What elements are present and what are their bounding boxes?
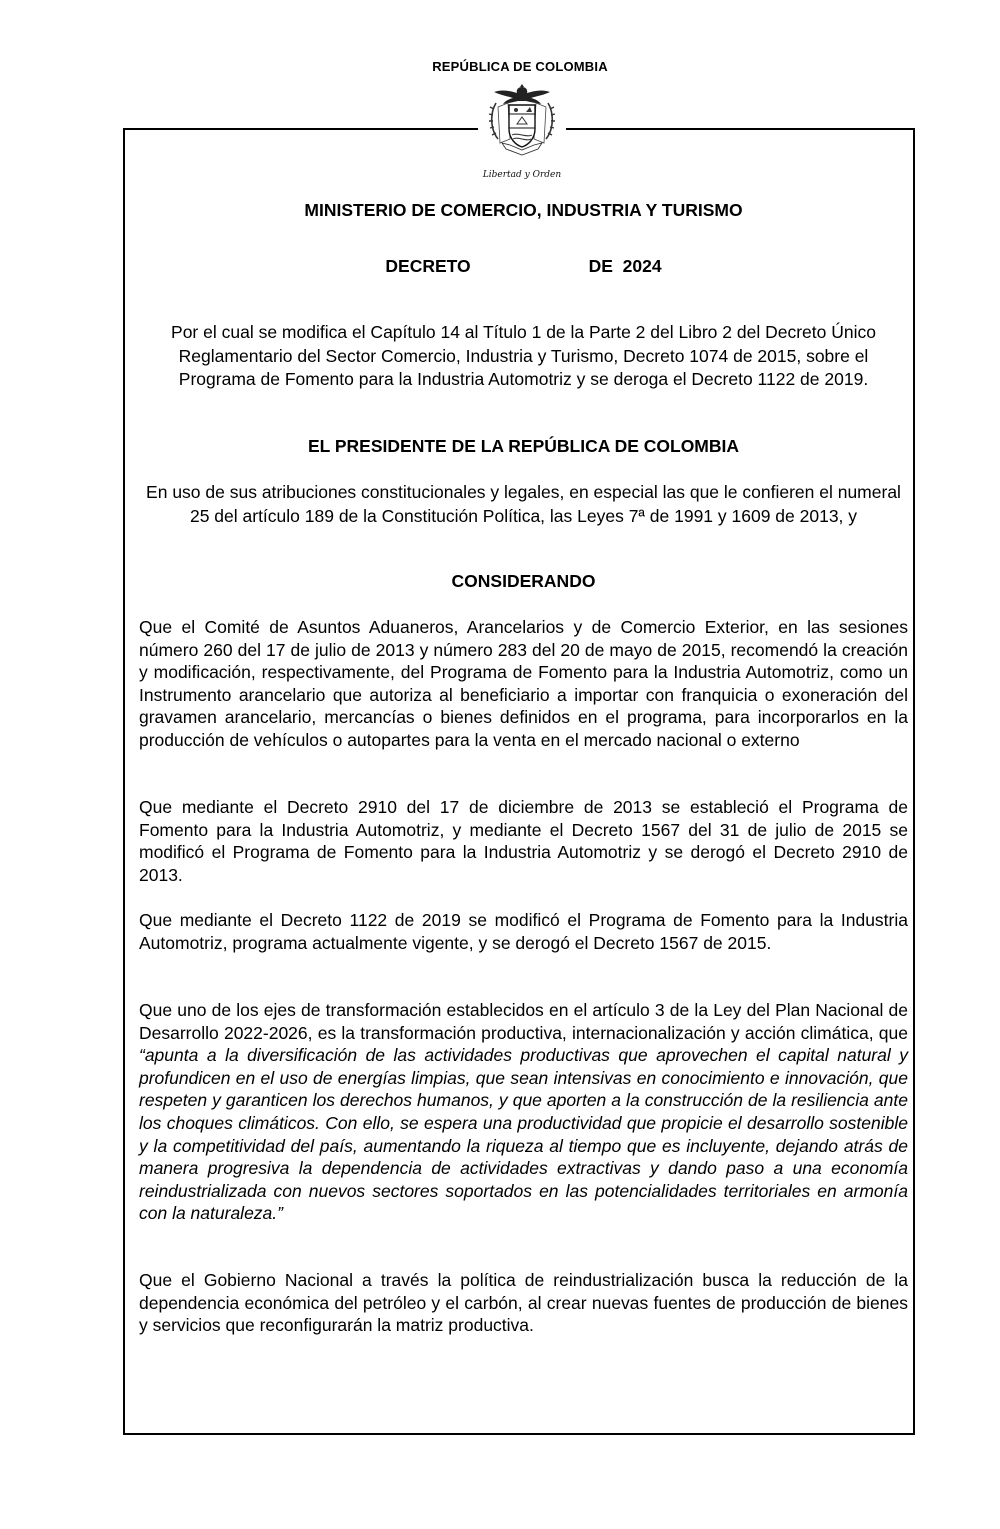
decree-label: DECRETO (385, 256, 471, 276)
decree-date: DE 2024 (588, 256, 662, 276)
president-heading: EL PRESIDENTE DE LA REPÚBLICA DE COLOMBIA (307, 436, 740, 456)
considering-paragraph-3: Que mediante el Decreto 1122 de 2019 se modificó el Programa de Fomento para la Industria Automotriz, programa actualmente vigente, y se derogó el Decreto 1567 de 2015. (139, 910, 908, 953)
paragraph-4-intro: Que uno de los ejes de transformación establecidos en el artículo 3 de la Ley del Plan Nacional de Desarrollo 2022-2026, es la transformación productiva, internacionalización y acción climática, que (139, 1000, 908, 1043)
legal-authority-text: En uso de sus atribuciones constitucionales y legales, en especial las que le confieren el numeral 25 del artículo 189 de la Constitución Política, las Leyes 7ª de 1991 y 1609 de 2013, y (146, 482, 901, 526)
plan-nacional-quote: “apunta a la diversificación de las actividades productivas que aprovechen el capital natural y profundicen en el uso de energías limpias, que sean intensivas en conocimiento e innovación, que respeten y garanticen los derechos humanos, y que aporten a la construcción de la resiliencia ante los choques climáticos. Con ello, se espera una productividad que propicie el desarrollo sostenible y la competitividad del país, aumentando la riqueza al tiempo que es incluyente, dejando atrás de manera progresiva la dependencia de actividades extractivas y dando paso a una economía reindustrializada con nuevos sectores soportados en las potencialidades territoriales en armonía con la naturaleza.” (139, 1045, 908, 1224)
coat-of-arms-seal (480, 83, 564, 183)
considering-heading: CONSIDERANDO (451, 571, 596, 591)
seal-motto: Libertad y Orden (482, 170, 562, 180)
considering-paragraph-1: Que el Comité de Asuntos Aduaneros, Arancelarios y de Comercio Exterior, en las sesiones número 260 del 17 de julio de 2013 y número 283 del 20 de mayo de 2015, recomendó la creación y modificación, respectivamente, del Programa de Fomento para la Industria Automotriz, como un Instrumento arancelario que autoriza al beneficiario a importar con franquicia o exoneración del gravamen arancelario, mercancías o bienes definidos en el programa, para incorporarlos en la producción de vehículos o autopartes para la venta en el mercado nacional o externo (139, 617, 908, 750)
considering-paragraph-2: Que mediante el Decreto 2910 del 17 de diciembre de 2013 se estableció el Programa de Fomento para la Industria Automotriz, y mediante el Decreto 1567 del 31 de julio de 2015 se modificó el Programa de Fomento para la Industria Automotriz y se derogó el Decreto 2910 de 2013. (139, 797, 908, 885)
ministry-title: MINISTERIO DE COMERCIO, INDUSTRIA Y TURISMO (304, 200, 743, 220)
decree-subject: Por el cual se modifica el Capítulo 14 al Título 1 de la Parte 2 del Libro 2 del Decreto Único Reglamentario del Sector Comercio, Industria y Turismo, Decreto 1074 de 2015, sobre el Programa de Fomento para la Industria Automotriz y se deroga el Decreto 1122 de 2019. (171, 322, 876, 389)
country-header: REPÚBLICA DE COLOMBIA (432, 59, 608, 74)
considering-paragraph-5: Que el Gobierno Nacional a través la política de reindustrialización busca la reducción de la dependencia económica del petróleo y el carbón, al crear nuevas fuentes de producción de bienes y servicios que reconfigurarán la matriz productiva. (139, 1270, 908, 1336)
considering-paragraph-4 (139, 999, 908, 1225)
decree-heading (139, 256, 908, 277)
